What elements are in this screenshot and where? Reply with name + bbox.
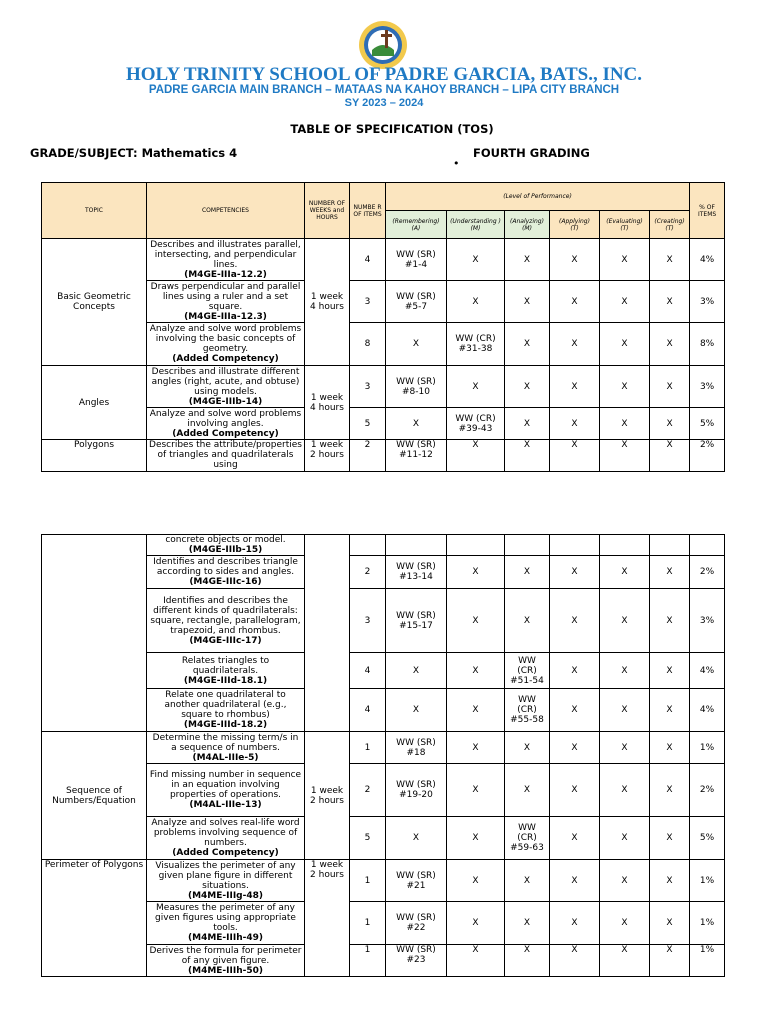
level-cell: WW (SR) #18 bbox=[386, 732, 447, 764]
percent-cell: 3% bbox=[690, 589, 725, 653]
competency-cell: Describes the attribute/properties of triangles and quadrilaterals using bbox=[147, 440, 305, 472]
level-cell: WW (CR) #59-63 bbox=[505, 817, 550, 860]
level-cell: X bbox=[650, 281, 690, 323]
items-cell: 5 bbox=[350, 817, 386, 860]
level-cell: X bbox=[505, 902, 550, 945]
level-remembering: (Remembering) (A) bbox=[386, 211, 447, 239]
header-weeks: NUMBER OF WEEKS and HOURS bbox=[305, 183, 350, 239]
level-cell: X bbox=[650, 945, 690, 977]
level-cell: X bbox=[600, 945, 650, 977]
percent-cell bbox=[690, 535, 725, 556]
competency-cell: Find missing number in sequence in an equation involving properties of operations. (M4AL-IIIe-13) bbox=[147, 764, 305, 817]
items-cell: 1 bbox=[350, 732, 386, 764]
level-cell: X bbox=[600, 902, 650, 945]
percent-cell: 1% bbox=[690, 945, 725, 977]
level-cell: X bbox=[650, 440, 690, 472]
items-cell: 4 bbox=[350, 689, 386, 732]
document-title: TABLE OF SPECIFICATION (TOS) bbox=[290, 122, 494, 136]
items-cell: 3 bbox=[350, 281, 386, 323]
level-cell: X bbox=[550, 945, 600, 977]
topic-cell: Angles bbox=[42, 366, 147, 440]
level-cell: X bbox=[447, 440, 505, 472]
level-cell: X bbox=[505, 556, 550, 589]
level-cell: X bbox=[600, 732, 650, 764]
level-cell: WW (SR) #21 bbox=[386, 860, 447, 902]
competency-cell: Identifies and describes triangle according to sides and angles. (M4GE-IIIc-16) bbox=[147, 556, 305, 589]
school-year: SY 2023 – 2024 bbox=[344, 97, 424, 109]
level-cell: X bbox=[550, 366, 600, 408]
percent-cell: 1% bbox=[690, 902, 725, 945]
competency-cell: Analyze and solve word problems involving angles. (Added Competency) bbox=[147, 408, 305, 440]
level-cell: X bbox=[447, 764, 505, 817]
weeks-cell: 1 week 2 hours bbox=[305, 860, 350, 977]
bullet-mark: • bbox=[453, 157, 460, 170]
percent-cell: 4% bbox=[690, 239, 725, 281]
level-cell: WW (SR) #19-20 bbox=[386, 764, 447, 817]
percent-cell: 3% bbox=[690, 281, 725, 323]
level-cell: X bbox=[550, 281, 600, 323]
level-cell: X bbox=[550, 556, 600, 589]
table-row bbox=[42, 732, 725, 764]
items-cell: 2 bbox=[350, 556, 386, 589]
level-cell: X bbox=[505, 323, 550, 366]
level-cell: WW (SR) #1-4 bbox=[386, 239, 447, 281]
level-cell: X bbox=[447, 556, 505, 589]
header-topic: TOPIC bbox=[42, 183, 147, 239]
level-cell: X bbox=[447, 945, 505, 977]
level-cell: X bbox=[550, 689, 600, 732]
table-row bbox=[42, 366, 725, 408]
level-cell: X bbox=[600, 860, 650, 902]
level-cell: WW (SR) #13-14 bbox=[386, 556, 447, 589]
level-cell: X bbox=[447, 689, 505, 732]
level-cell: X bbox=[600, 440, 650, 472]
level-cell: X bbox=[600, 817, 650, 860]
level-cell: X bbox=[600, 366, 650, 408]
level-cell: X bbox=[447, 732, 505, 764]
competency-cell: Draws perpendicular and parallel lines using a ruler and a set square. (M4GE-IIIa-12.3) bbox=[147, 281, 305, 323]
level-cell: X bbox=[505, 945, 550, 977]
level-cell: X bbox=[505, 281, 550, 323]
items-cell: 4 bbox=[350, 239, 386, 281]
level-cell: X bbox=[505, 239, 550, 281]
level-cell: X bbox=[447, 902, 505, 945]
level-cell: X bbox=[447, 817, 505, 860]
percent-cell: 1% bbox=[690, 732, 725, 764]
competency-cell: Relates triangles to quadrilaterals. (M4GE-IIId-18.1) bbox=[147, 653, 305, 689]
level-cell: X bbox=[650, 860, 690, 902]
level-cell: X bbox=[447, 281, 505, 323]
topic-cell: Polygons bbox=[42, 440, 147, 472]
level-cell: X bbox=[600, 281, 650, 323]
items-cell bbox=[350, 535, 386, 556]
level-applying: (Applying) (T) bbox=[550, 211, 600, 239]
items-cell: 3 bbox=[350, 589, 386, 653]
level-cell: X bbox=[600, 239, 650, 281]
level-cell bbox=[650, 535, 690, 556]
level-cell: WW (CR) #31-38 bbox=[447, 323, 505, 366]
level-cell: X bbox=[600, 556, 650, 589]
weeks-cell bbox=[305, 535, 350, 732]
items-cell: 1 bbox=[350, 902, 386, 945]
level-cell: WW (SR) #8-10 bbox=[386, 366, 447, 408]
level-cell: X bbox=[650, 902, 690, 945]
level-cell: X bbox=[505, 732, 550, 764]
level-cell: WW (CR) #39-43 bbox=[447, 408, 505, 440]
level-cell bbox=[505, 535, 550, 556]
level-cell: X bbox=[600, 323, 650, 366]
level-cell: X bbox=[550, 860, 600, 902]
level-cell: X bbox=[600, 589, 650, 653]
competency-cell: Identifies and describes the different kinds of quadrilaterals: square, rectangle, parallelogram, trapezoid, and rhombus. (M4GE-IIIc-17) bbox=[147, 589, 305, 653]
level-analyzing: (Analyzing) (M) bbox=[505, 211, 550, 239]
items-cell: 4 bbox=[350, 653, 386, 689]
school-seal-icon bbox=[358, 20, 408, 70]
level-cell: X bbox=[650, 589, 690, 653]
percent-cell: 2% bbox=[690, 440, 725, 472]
level-cell: X bbox=[650, 408, 690, 440]
level-cell: X bbox=[550, 440, 600, 472]
level-cell: X bbox=[650, 653, 690, 689]
level-cell: X bbox=[650, 239, 690, 281]
level-creating: (Creating) (T) bbox=[650, 211, 690, 239]
items-cell: 1 bbox=[350, 945, 386, 977]
level-cell: X bbox=[550, 902, 600, 945]
header-percent: % OF ITEMS bbox=[690, 183, 725, 239]
level-cell: X bbox=[650, 732, 690, 764]
branch-list: PADRE GARCIA MAIN BRANCH – MATAAS NA KAHOY BRANCH – LIPA CITY BRANCH bbox=[148, 84, 620, 96]
level-cell: X bbox=[386, 817, 447, 860]
items-cell: 3 bbox=[350, 366, 386, 408]
items-cell: 2 bbox=[350, 440, 386, 472]
level-cell: X bbox=[505, 860, 550, 902]
table-row bbox=[42, 239, 725, 281]
level-cell: WW (SR) #22 bbox=[386, 902, 447, 945]
level-cell: X bbox=[650, 764, 690, 817]
level-cell: X bbox=[550, 764, 600, 817]
school-name: HOLY TRINITY SCHOOL OF PADRE GARCIA, BATS., INC. bbox=[125, 64, 643, 85]
level-cell: WW (SR) #5-7 bbox=[386, 281, 447, 323]
competency-cell: Visualizes the perimeter of any given plane figure in different situations. (M4ME-IIIg-48) bbox=[147, 860, 305, 902]
competency-cell: Measures the perimeter of any given figures using appropriate tools. (M4ME-IIIh-49) bbox=[147, 902, 305, 945]
level-cell: X bbox=[600, 408, 650, 440]
header-competencies: COMPETENCIES bbox=[147, 183, 305, 239]
level-cell: WW (SR) #11-12 bbox=[386, 440, 447, 472]
table-row bbox=[42, 535, 725, 556]
level-cell bbox=[600, 535, 650, 556]
level-cell: X bbox=[447, 860, 505, 902]
level-cell: X bbox=[447, 589, 505, 653]
topic-cell: Perimeter of Polygons bbox=[42, 860, 147, 977]
competency-cell: Relate one quadrilateral to another quadrilateral (e.g., square to rhombus) (M4GE-IIId-18.2) bbox=[147, 689, 305, 732]
percent-cell: 1% bbox=[690, 860, 725, 902]
level-cell: WW (SR) #15-17 bbox=[386, 589, 447, 653]
weeks-cell: 1 week 2 hours bbox=[305, 732, 350, 860]
level-cell: X bbox=[550, 239, 600, 281]
level-cell: X bbox=[447, 366, 505, 408]
percent-cell: 2% bbox=[690, 556, 725, 589]
level-cell: X bbox=[550, 589, 600, 653]
level-cell: X bbox=[386, 323, 447, 366]
competency-cell: Describes and illustrates parallel, intersecting, and perpendicular lines. (M4GE-IIIa-12.2) bbox=[147, 239, 305, 281]
level-cell: X bbox=[386, 689, 447, 732]
level-cell: X bbox=[386, 653, 447, 689]
items-cell: 8 bbox=[350, 323, 386, 366]
grade-subject: GRADE/SUBJECT: Mathematics 4 bbox=[30, 146, 238, 160]
level-cell: X bbox=[650, 817, 690, 860]
level-evaluating: (Evaluating) (T) bbox=[600, 211, 650, 239]
level-cell: WW (CR) #51-54 bbox=[505, 653, 550, 689]
competency-cell: Derives the formula for perimeter of any given figure. (M4ME-IIIh-50) bbox=[147, 945, 305, 977]
percent-cell: 5% bbox=[690, 408, 725, 440]
level-cell: X bbox=[550, 653, 600, 689]
percent-cell: 8% bbox=[690, 323, 725, 366]
items-cell: 2 bbox=[350, 764, 386, 817]
percent-cell: 4% bbox=[690, 653, 725, 689]
level-cell: X bbox=[600, 689, 650, 732]
level-cell: X bbox=[505, 366, 550, 408]
items-cell: 5 bbox=[350, 408, 386, 440]
table-row bbox=[42, 440, 725, 472]
level-cell bbox=[447, 535, 505, 556]
level-cell: X bbox=[447, 653, 505, 689]
level-cell: X bbox=[505, 589, 550, 653]
items-cell: 1 bbox=[350, 860, 386, 902]
percent-cell: 3% bbox=[690, 366, 725, 408]
weeks-cell: 1 week 4 hours bbox=[305, 366, 350, 440]
percent-cell: 4% bbox=[690, 689, 725, 732]
level-cell: X bbox=[650, 689, 690, 732]
level-cell: WW (SR) #23 bbox=[386, 945, 447, 977]
level-cell: X bbox=[550, 408, 600, 440]
table-row bbox=[42, 860, 725, 902]
grading-period: FOURTH GRADING bbox=[473, 146, 590, 160]
level-cell: X bbox=[386, 408, 447, 440]
level-cell: WW (CR) #55-58 bbox=[505, 689, 550, 732]
level-cell: X bbox=[550, 817, 600, 860]
competency-cell: Analyze and solve word problems involving the basic concepts of geometry. (Added Competency) bbox=[147, 323, 305, 366]
level-cell: X bbox=[650, 366, 690, 408]
weeks-cell: 1 week 2 hours bbox=[305, 440, 350, 472]
header-items: NUMBE R OF ITEMS bbox=[350, 183, 386, 239]
header-level: (Level of Performance) bbox=[386, 183, 690, 211]
level-cell: X bbox=[505, 440, 550, 472]
level-understanding: (Understanding ) (M) bbox=[447, 211, 505, 239]
level-cell: X bbox=[650, 323, 690, 366]
weeks-cell: 1 week 4 hours bbox=[305, 239, 350, 366]
tos-table-part2 bbox=[41, 534, 725, 977]
level-cell: X bbox=[550, 732, 600, 764]
level-cell: X bbox=[550, 323, 600, 366]
level-cell bbox=[386, 535, 447, 556]
percent-cell: 5% bbox=[690, 817, 725, 860]
level-cell: X bbox=[447, 239, 505, 281]
level-cell: X bbox=[600, 764, 650, 817]
tos-table-part1 bbox=[41, 182, 725, 472]
level-cell bbox=[550, 535, 600, 556]
level-cell: X bbox=[600, 653, 650, 689]
competency-cell: Describes and illustrate different angles (right, acute, and obtuse) using models. (M4GE-IIIb-14) bbox=[147, 366, 305, 408]
percent-cell: 2% bbox=[690, 764, 725, 817]
level-cell: X bbox=[505, 408, 550, 440]
competency-cell: concrete objects or model. (M4GE-IIIb-15) bbox=[147, 535, 305, 556]
level-cell: X bbox=[505, 764, 550, 817]
competency-cell: Analyze and solves real-life word problems involving sequence of numbers. (Added Competency) bbox=[147, 817, 305, 860]
topic-cell: Basic Geometric Concepts bbox=[42, 239, 147, 366]
competency-cell: Determine the missing term/s in a sequence of numbers. (M4AL-IIIe-5) bbox=[147, 732, 305, 764]
topic-cell bbox=[42, 535, 147, 732]
topic-cell: Sequence of Numbers/Equation bbox=[42, 732, 147, 860]
level-cell: X bbox=[650, 556, 690, 589]
